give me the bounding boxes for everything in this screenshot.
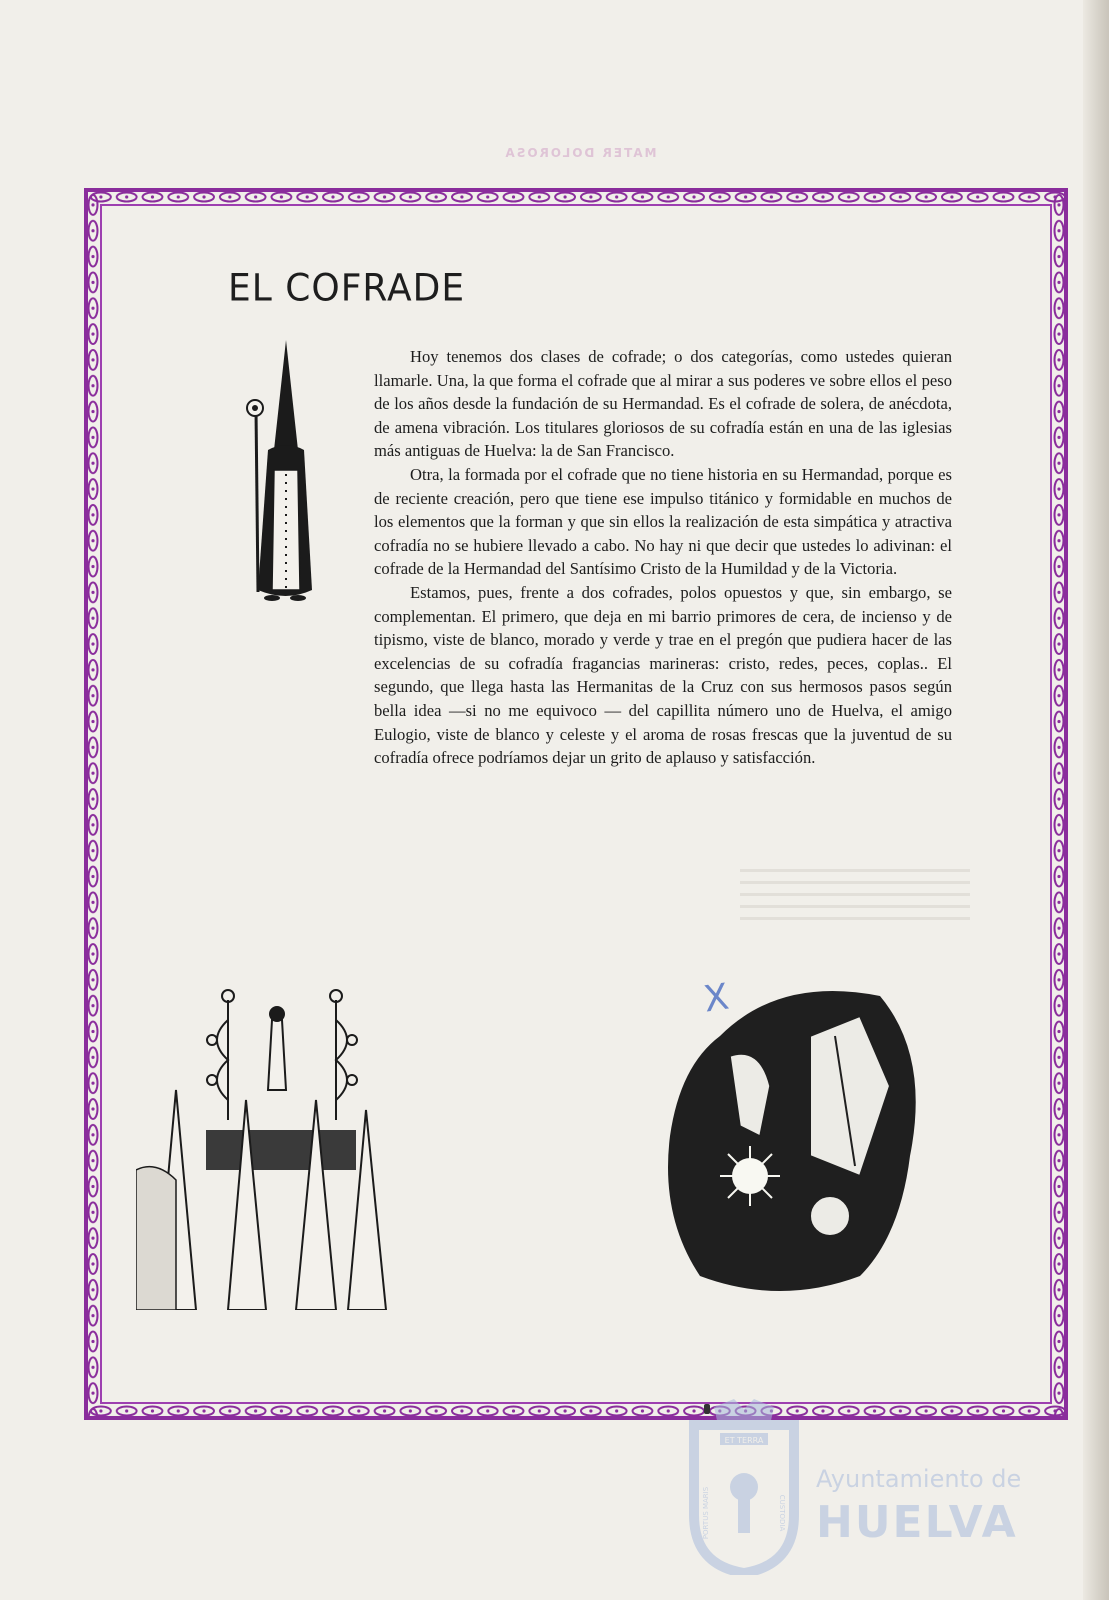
badge-left-text: PORTUS MARIS xyxy=(702,1486,710,1540)
chain-border-left xyxy=(86,192,100,1416)
procession-float-icon xyxy=(136,980,392,1310)
pencil-mark: X xyxy=(701,976,732,1021)
city-shield-icon xyxy=(684,1395,804,1575)
badge-right-text: CUSTODIA xyxy=(778,1494,786,1532)
book-binding-edge xyxy=(1083,0,1109,1600)
article-title: EL COFRADE xyxy=(228,266,466,311)
paragraph-2: Otra, la formada por el cofrade que no tiene historia en su Hermandad, porque es de reciente creación, pero que tiene ese impulso titánico y formidable en muchos de los elementos que la forman y que sin ellos la realización de esta simpática y atractiva cofradía no se hubiere llevado a cabo. No hay ni que decir que ustedes lo adivinan: el cofrade de la Hermandad del Santísimo Cristo de la Humildad y de la Victoria. xyxy=(374,464,952,579)
chain-border-right xyxy=(1052,192,1066,1416)
hooded-penitent-icon xyxy=(228,340,324,608)
badge-top-text: ET TERRA xyxy=(724,1436,764,1445)
paragraph-1: Hoy tenemos dos clases de cofrade; o dos categorías, como ustedes quieran llamarle. Una, la que forma el cofrade que al mirar a sus poderes ve sobre ellos el peso de los años desde la fundación de su Hermandad. Es el cofrade de solera, de anécdota, de amena vibración. Los titulares gloriosos de su cofradía están en una de las iglesias más antiguas de Huelva: la de San Francisco. xyxy=(374,347,952,461)
paragraph-3: Estamos, pues, frente a dos cofrades, polos opuestos y que, sin embargo, se complementan. El primero, que deja en mi barrio primores de cera, de incienso y de tipismo, viste de blanco, morado y verde y trae en el pregón que pudiera hacer de las excelencias de su cofradía fragancias marineras: cristo, redes, peces, coplas.. El segundo, que llega hasta las Hermanitas de la Cruz con sus hermosos pasos según bella idea —si no me equivoco — del capillita número uno de Huelva, el amigo Eulogio, viste de blanco y celeste y el aroma de rosas frescas que la juventud de su cofradía ofrece podríamos dejar un grito de aplauso y satisfacción. xyxy=(374,582,952,768)
chain-border-top xyxy=(88,190,1064,204)
archive-watermark xyxy=(684,1395,1022,1575)
lantern-scene-icon xyxy=(660,976,926,1302)
article-body xyxy=(374,345,952,770)
watermark-line-1: Ayuntamiento de xyxy=(816,1465,1022,1493)
watermark-line-2: HUELVA xyxy=(816,1497,1018,1548)
bleed-through-header: MATER DOLOROSA xyxy=(503,146,657,160)
bleed-through-text xyxy=(740,860,970,929)
